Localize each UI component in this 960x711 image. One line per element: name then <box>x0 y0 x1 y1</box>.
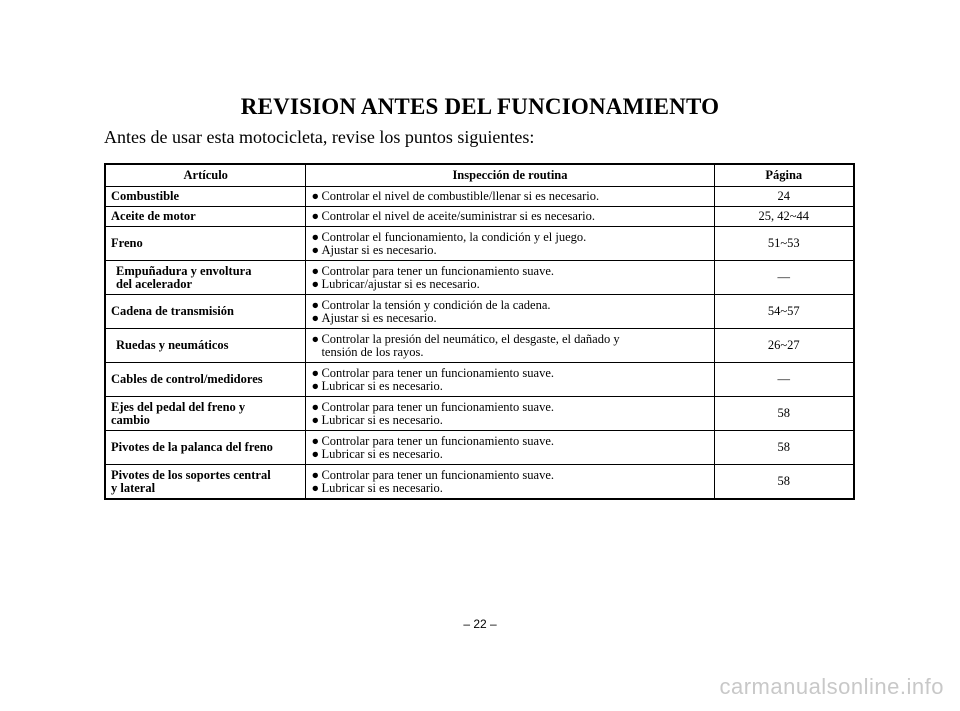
inspection-table <box>104 163 855 500</box>
inspection-cell <box>306 363 714 397</box>
item-cell <box>105 329 306 363</box>
page-cell: 26~27 <box>714 329 854 363</box>
check-text: Lubricar si es necesario. <box>321 480 443 495</box>
bullet-icon: ● <box>311 189 319 203</box>
watermark: carmanualsonline.info <box>719 674 944 699</box>
check-text: Controlar para tener un funcionamiento suave. <box>321 433 554 448</box>
check-line <box>311 346 708 359</box>
inspection-cell <box>306 295 714 329</box>
bullet-icon: ● <box>311 446 319 461</box>
check-line <box>311 482 708 495</box>
check-text: Controlar el funcionamiento, la condición y el juego. <box>321 229 587 244</box>
bullet-icon: ● <box>311 263 319 278</box>
item-label: Cadena de transmisión <box>111 304 234 318</box>
check-text: Lubricar si es necesario. <box>321 378 443 393</box>
page-cell: 58 <box>714 397 854 431</box>
header-inspection: Inspección de routina <box>306 164 714 187</box>
check-text: Ajustar si es necesario. <box>321 242 437 257</box>
item-cell <box>105 397 306 431</box>
check-line <box>311 278 708 291</box>
item-cell <box>105 363 306 397</box>
check-line <box>311 414 708 427</box>
inspection-cell <box>306 261 714 295</box>
bullet-icon: ● <box>311 433 319 448</box>
item-label: cambio <box>111 412 150 427</box>
check-text: Controlar la tensión y condición de la cadena. <box>321 297 551 312</box>
check-text: Controlar para tener un funcionamiento suave. <box>321 399 554 414</box>
inspection-cell <box>306 465 714 500</box>
table-row <box>105 261 854 295</box>
table-row <box>105 295 854 329</box>
header-page: Página <box>714 164 854 187</box>
check-line <box>311 380 708 393</box>
table-row <box>105 227 854 261</box>
check-text: Controlar para tener un funcionamiento suave. <box>321 467 554 482</box>
check-line <box>311 448 708 461</box>
item-cell <box>105 431 306 465</box>
check-line <box>311 190 708 203</box>
check-text: Lubricar si es necesario. <box>321 412 443 427</box>
table-row <box>105 207 854 227</box>
inspection-cell <box>306 397 714 431</box>
bullet-icon: ● <box>311 378 319 393</box>
item-label: Ruedas y neumáticos <box>116 338 229 352</box>
page-cell: 51~53 <box>714 227 854 261</box>
check-text: Lubricar/ajustar si es necesario. <box>321 276 480 291</box>
check-line <box>311 210 708 223</box>
page-cell: 58 <box>714 431 854 465</box>
bullet-icon: ● <box>311 480 319 495</box>
item-label: y lateral <box>111 480 156 495</box>
page-cell: 58 <box>714 465 854 500</box>
item-cell <box>105 465 306 500</box>
check-text: Lubricar si es necesario. <box>321 446 443 461</box>
bullet-icon: ● <box>311 276 319 291</box>
table-row <box>105 431 854 465</box>
page-cell: 24 <box>714 187 854 207</box>
table-row <box>105 397 854 431</box>
item-cell <box>105 227 306 261</box>
check-text: Controlar la presión del neumático, el desgaste, el dañado y <box>321 331 620 346</box>
inspection-cell <box>306 207 714 227</box>
bullet-icon: ● <box>311 209 319 223</box>
page-number: – 22 – <box>463 617 497 631</box>
bullet-icon: ● <box>311 229 319 244</box>
page-cell: — <box>714 261 854 295</box>
inspection-cell <box>306 227 714 261</box>
item-label: Aceite de motor <box>111 209 196 223</box>
item-label: Empuñadura y envoltura <box>116 263 252 278</box>
item-label: Freno <box>111 236 143 250</box>
table-row <box>105 187 854 207</box>
item-cell <box>105 207 306 227</box>
bullet-icon: ● <box>311 297 319 312</box>
bullet-icon: ● <box>311 365 319 380</box>
item-cell <box>105 187 306 207</box>
bullet-icon: ● <box>311 242 319 257</box>
check-line <box>311 244 708 257</box>
item-cell <box>105 261 306 295</box>
item-label: Ejes del pedal del freno y <box>111 399 246 414</box>
check-text: Controlar el nivel de combustible/llenar si es necesario. <box>321 189 600 203</box>
page-cell: 25, 42~44 <box>714 207 854 227</box>
check-text: Controlar para tener un funcionamiento suave. <box>321 365 554 380</box>
bullet-icon: ● <box>311 467 319 482</box>
bullet-icon: ● <box>311 399 319 414</box>
item-label: Combustible <box>111 189 180 203</box>
table-row <box>105 465 854 500</box>
inspection-cell <box>306 187 714 207</box>
table-header-row <box>105 164 854 187</box>
item-cell <box>105 295 306 329</box>
bullet-icon: ● <box>311 310 319 325</box>
item-label: del acelerador <box>116 276 193 291</box>
bullet-icon: ● <box>311 331 319 346</box>
inspection-cell <box>306 329 714 363</box>
check-line <box>311 312 708 325</box>
inspection-cell <box>306 431 714 465</box>
table-row <box>105 329 854 363</box>
header-item: Artículo <box>105 164 306 187</box>
check-text: tensión de los rayos. <box>321 344 424 359</box>
page-title: REVISION ANTES DEL FUNCIONAMIENTO <box>240 94 720 119</box>
item-label: Pivotes de la palanca del freno <box>111 440 273 454</box>
page-cell: — <box>714 363 854 397</box>
check-text: Controlar el nivel de aceite/suministrar si es necesario. <box>321 209 595 223</box>
item-label: Cables de control/medidores <box>111 372 263 386</box>
check-text: Controlar para tener un funcionamiento suave. <box>321 263 554 278</box>
check-text: Ajustar si es necesario. <box>321 310 437 325</box>
item-label: Pivotes de los soportes central <box>111 467 271 482</box>
page-cell: 54~57 <box>714 295 854 329</box>
intro-text: Antes de usar esta motocicleta, revise los puntos siguientes: <box>104 127 535 147</box>
table-row <box>105 363 854 397</box>
bullet-icon: ● <box>311 412 319 427</box>
